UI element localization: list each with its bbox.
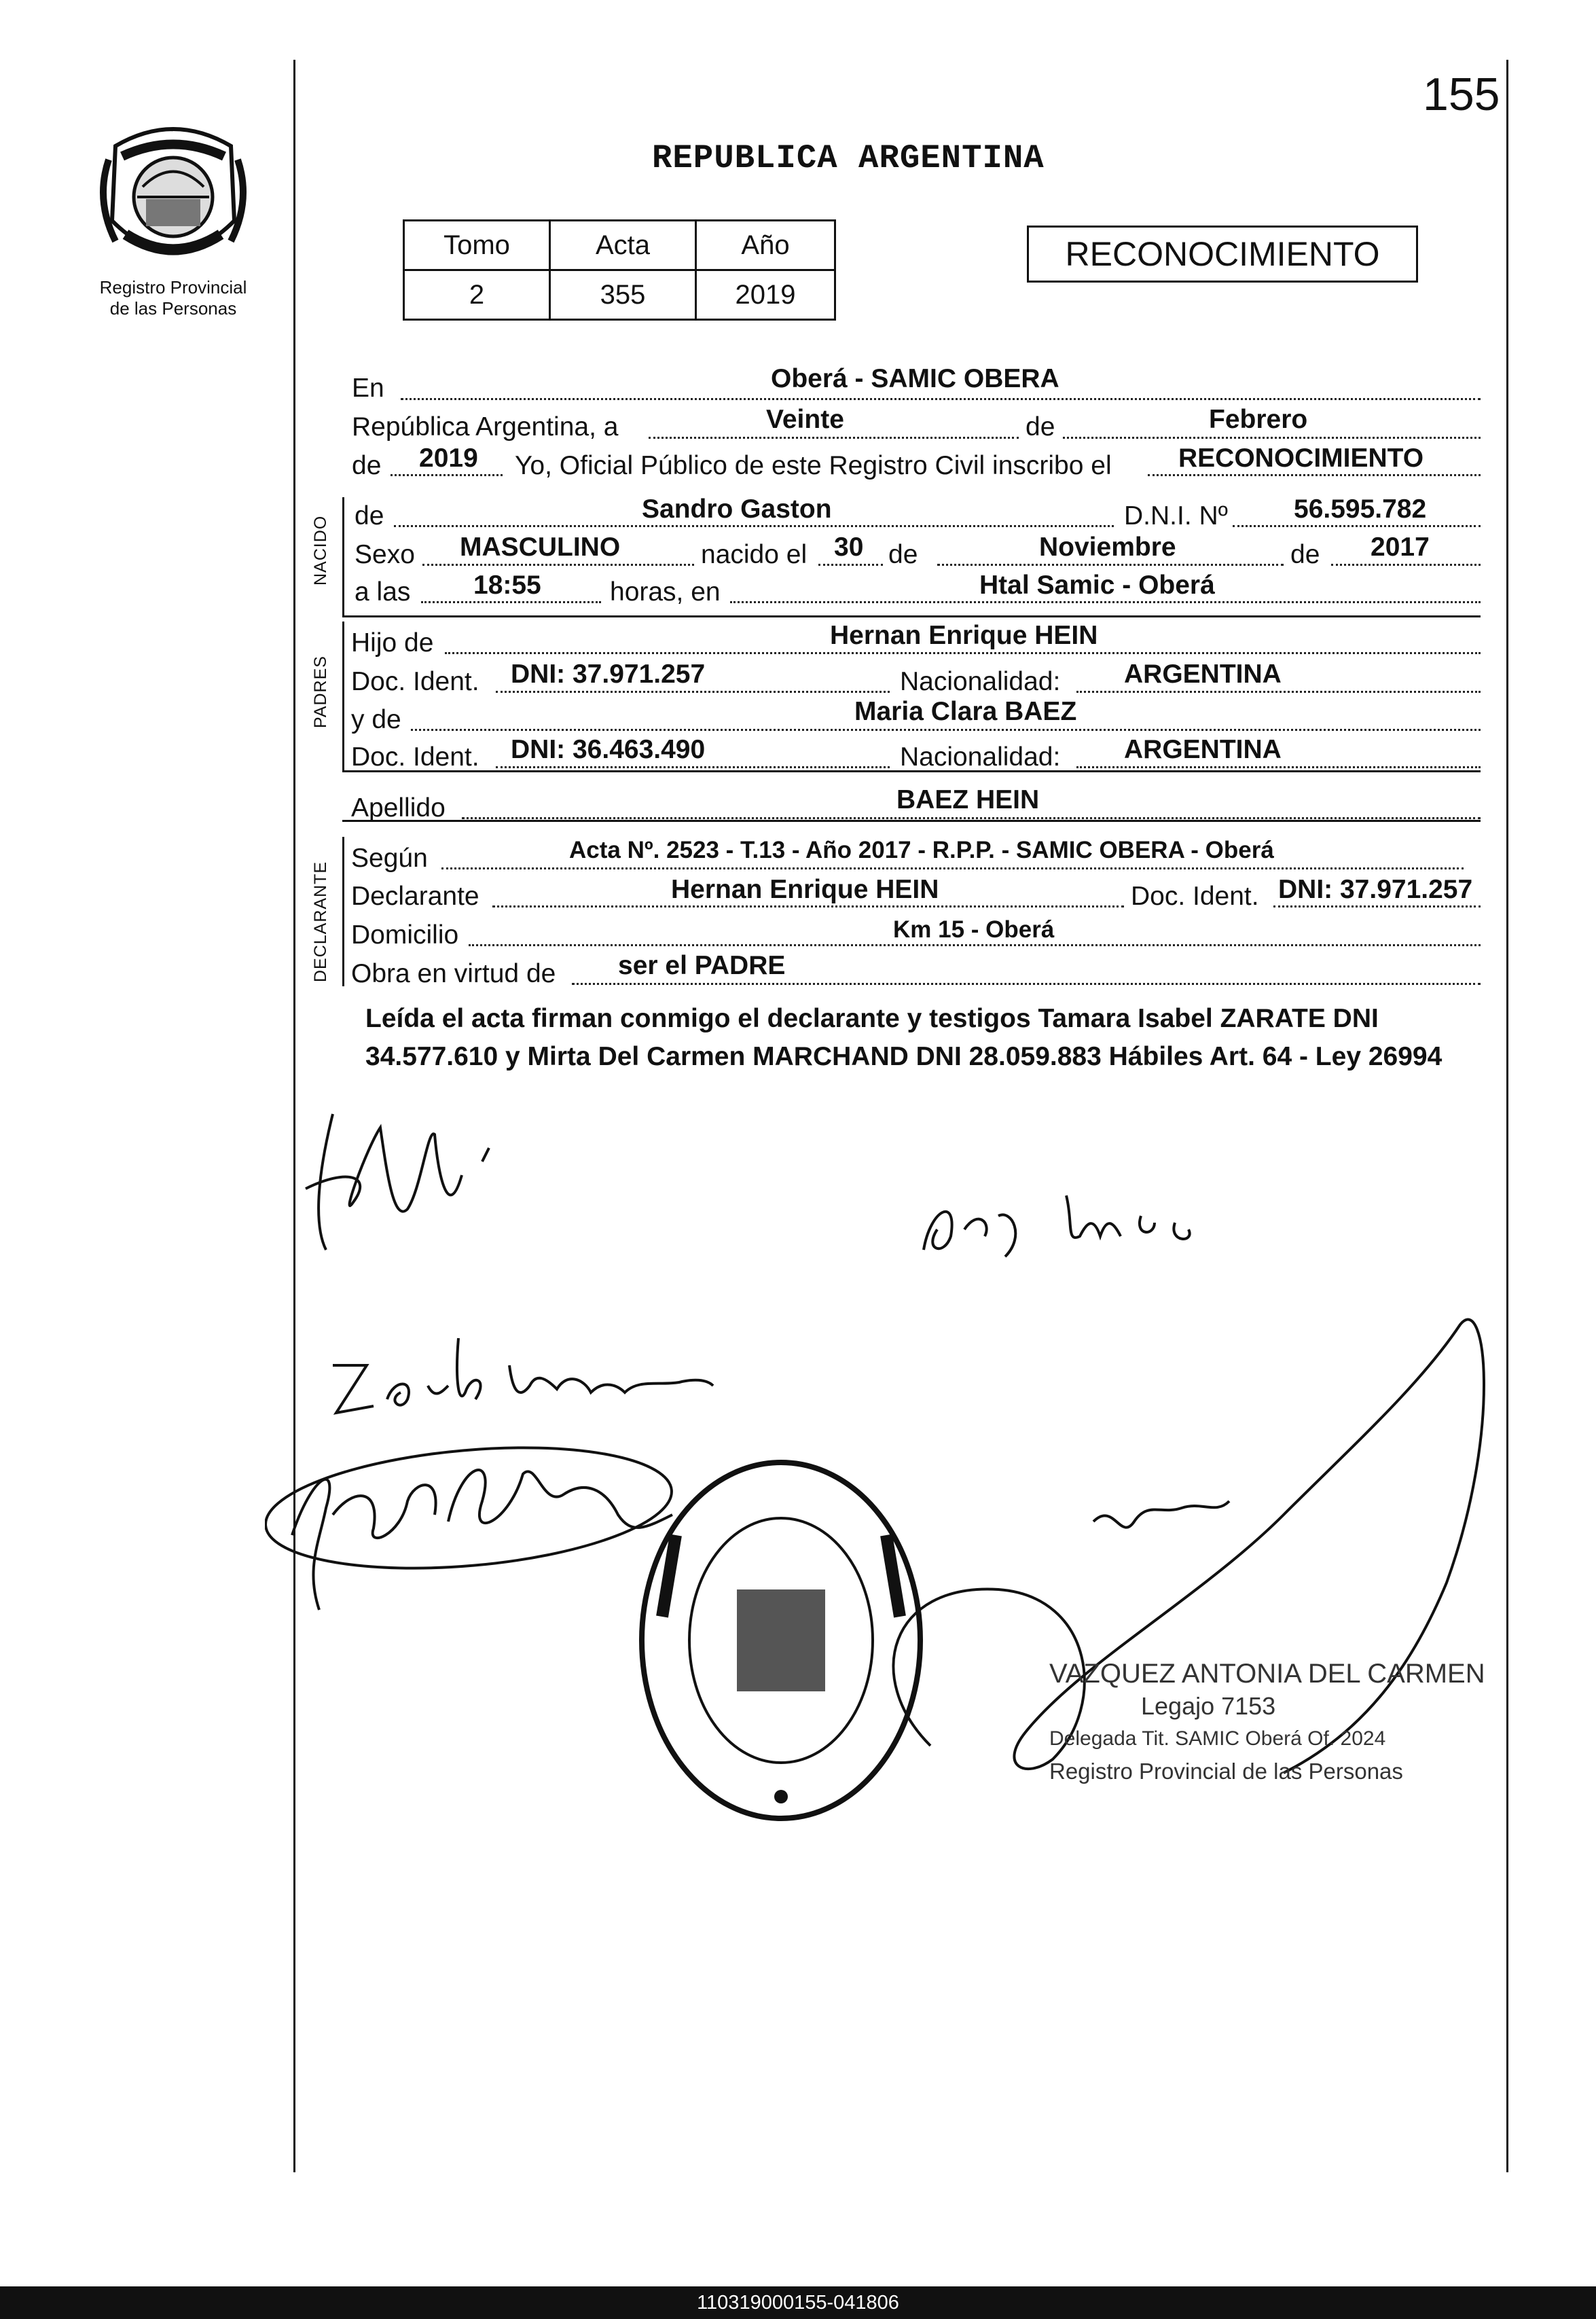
de-mes-label: de — [1026, 412, 1055, 442]
dotted-line — [1148, 474, 1481, 476]
a-las-label: a las — [355, 577, 411, 607]
horas-en-label: horas, en — [610, 577, 721, 607]
dia-value: Veinte — [766, 405, 844, 434]
declarante-label: Declarante — [351, 882, 479, 911]
dotted-line — [421, 601, 601, 603]
decl-doc-label: Doc. Ident. — [1131, 882, 1259, 911]
page-title: REPUBLICA ARGENTINA — [652, 139, 1045, 177]
hora-value: 18:55 — [473, 571, 541, 600]
dotted-line — [445, 652, 1481, 654]
obra-value: ser el PADRE — [618, 951, 786, 980]
footer-code: 110319000155-041806 — [0, 2286, 1596, 2319]
tomo-value: 2 — [404, 270, 550, 320]
dni-label: D.N.I. Nº — [1124, 501, 1228, 531]
domicilio-value: Km 15 - Oberá — [893, 916, 1055, 943]
official-legajo: Legajo 7153 — [1141, 1692, 1276, 1720]
apellido-value: BAEZ HEIN — [896, 785, 1040, 814]
dotted-line — [572, 983, 1481, 985]
witness-zarate-signature — [326, 1325, 720, 1433]
section-label-padres: PADRES — [311, 655, 330, 728]
section-label-nacido: NACIDO — [311, 515, 330, 586]
separator-nacido — [342, 615, 1481, 617]
domicilio-label: Domicilio — [351, 920, 459, 950]
acta-table-header-row — [404, 221, 835, 270]
official-cargo: Delegada Tit. SAMIC Oberá Of. 2024 — [1049, 1727, 1386, 1750]
official-org: Registro Provincial de las Personas — [1049, 1759, 1403, 1784]
page-number: 155 — [1423, 69, 1500, 120]
tomo-header: Tomo — [404, 221, 550, 270]
padre-doc-label: Doc. Ident. — [351, 667, 479, 696]
padres-section-bar — [342, 622, 344, 771]
dotted-line — [1076, 766, 1481, 768]
dotted-line — [937, 564, 1284, 566]
y-de-label: y de — [351, 705, 401, 734]
official-stamp-block — [1049, 1657, 1485, 1788]
dotted-line — [496, 691, 890, 693]
obra-label: Obra en virtud de — [351, 959, 556, 988]
dotted-line — [441, 867, 1464, 869]
nacido-section-bar — [342, 497, 344, 616]
anio-value: 2019 — [419, 444, 478, 473]
madre-doc-value: DNI: 36.463.490 — [511, 735, 706, 764]
apellido-label: Apellido — [351, 793, 446, 823]
sexo-value: MASCULINO — [460, 533, 621, 562]
padre-doc-value: DNI: 37.971.257 — [511, 660, 706, 689]
madre-nac-label: Nacionalidad: — [900, 742, 1061, 772]
lugar-nac-value: Htal Samic - Oberá — [979, 571, 1215, 600]
closing-paragraph: Leída el acta firman conmigo el declarante y testigos Tamara Isabel ZARATE DNI 34.577.610 y Mirta Del Carmen MARCHAND DNI 28.059.883 Hábiles Art. 64 - Ley 26994 — [365, 1004, 1443, 1071]
dni-value: 56.595.782 — [1294, 495, 1427, 524]
dia-nac-value: 30 — [834, 533, 864, 562]
segun-label: Según — [351, 844, 428, 873]
dotted-line — [1076, 691, 1481, 693]
padre-nac-label: Nacionalidad: — [900, 667, 1061, 696]
delegacion-registro-stamp — [635, 1454, 927, 1827]
dotted-line — [1331, 564, 1481, 566]
acta-header: Acta — [550, 221, 696, 270]
madre-nac-value: ARGENTINA — [1124, 735, 1282, 764]
lugar-value: Oberá - SAMIC OBERA — [771, 364, 1059, 393]
dotted-line — [394, 525, 1114, 527]
dotted-line — [462, 817, 1481, 819]
padre-nac-value: ARGENTINA — [1124, 660, 1282, 689]
de-mes-nac-label: de — [888, 540, 918, 569]
acta-type-box: RECONOCIMIENTO — [1027, 226, 1418, 283]
dotted-line — [1233, 525, 1481, 527]
logo-caption-line1: Registro Provincial — [99, 277, 247, 298]
logo-caption — [75, 277, 272, 319]
separator-apellido — [342, 820, 1481, 822]
dotted-line — [492, 905, 1124, 907]
anio-nac-value: 2017 — [1371, 533, 1430, 562]
hijo-de-label: Hijo de — [351, 628, 434, 658]
dotted-line — [469, 944, 1481, 946]
dotted-line — [730, 601, 1481, 603]
declarante-section-bar — [342, 837, 344, 986]
acta-table-value-row — [404, 270, 835, 320]
dotted-line — [422, 564, 694, 566]
right-margin-line — [1506, 60, 1508, 2172]
dotted-line — [411, 729, 1481, 731]
declarante-signature — [292, 1087, 496, 1263]
provincia-de-misiones-seal-icon — [95, 119, 251, 275]
official-initials-signature — [910, 1155, 1229, 1277]
nacido-el-label: nacido el — [701, 540, 808, 569]
dotted-line — [649, 437, 1019, 439]
oficial-text: Yo, Oficial Público de este Registro Civil inscribo el — [515, 451, 1112, 480]
sexo-label: Sexo — [355, 540, 415, 569]
en-label: En — [352, 374, 384, 403]
official-name: VAZQUEZ ANTONIA DEL CARMEN — [1049, 1659, 1485, 1689]
dotted-line — [1063, 437, 1481, 439]
republica-label: República Argentina, a — [352, 412, 619, 442]
nombre-value: Sandro Gaston — [642, 495, 832, 524]
decl-doc-value: DNI: 37.971.257 — [1278, 875, 1473, 904]
section-label-declarante: DECLARANTE — [311, 861, 330, 982]
dotted-line — [1273, 905, 1481, 907]
madre-doc-label: Doc. Ident. — [351, 742, 479, 772]
madre-value: Maria Clara BAEZ — [854, 697, 1077, 726]
mes-nac-value: Noviembre — [1039, 533, 1176, 562]
dotted-line — [496, 766, 890, 768]
logo-caption-line2: de las Personas — [109, 298, 237, 319]
de-anio-nac-label: de — [1290, 540, 1320, 569]
de-nombre-label: de — [355, 501, 384, 531]
acta-reference-table — [403, 219, 836, 321]
dotted-line — [818, 564, 883, 566]
dotted-line — [401, 398, 1481, 400]
de-anio-label: de — [352, 451, 382, 480]
segun-value: Acta Nº. 2523 - T.13 - Año 2017 - R.P.P. - SAMIC OBERA - Oberá — [569, 837, 1274, 863]
tipo-value: RECONOCIMIENTO — [1178, 444, 1424, 473]
padre-value: Hernan Enrique HEIN — [830, 621, 1098, 650]
acta-value: 355 — [550, 270, 696, 320]
anio-value: 2019 — [696, 270, 835, 320]
anio-header: Año — [696, 221, 835, 270]
dotted-line — [391, 474, 503, 476]
declarante-value: Hernan Enrique HEIN — [671, 875, 939, 904]
mes-value: Febrero — [1209, 405, 1308, 434]
